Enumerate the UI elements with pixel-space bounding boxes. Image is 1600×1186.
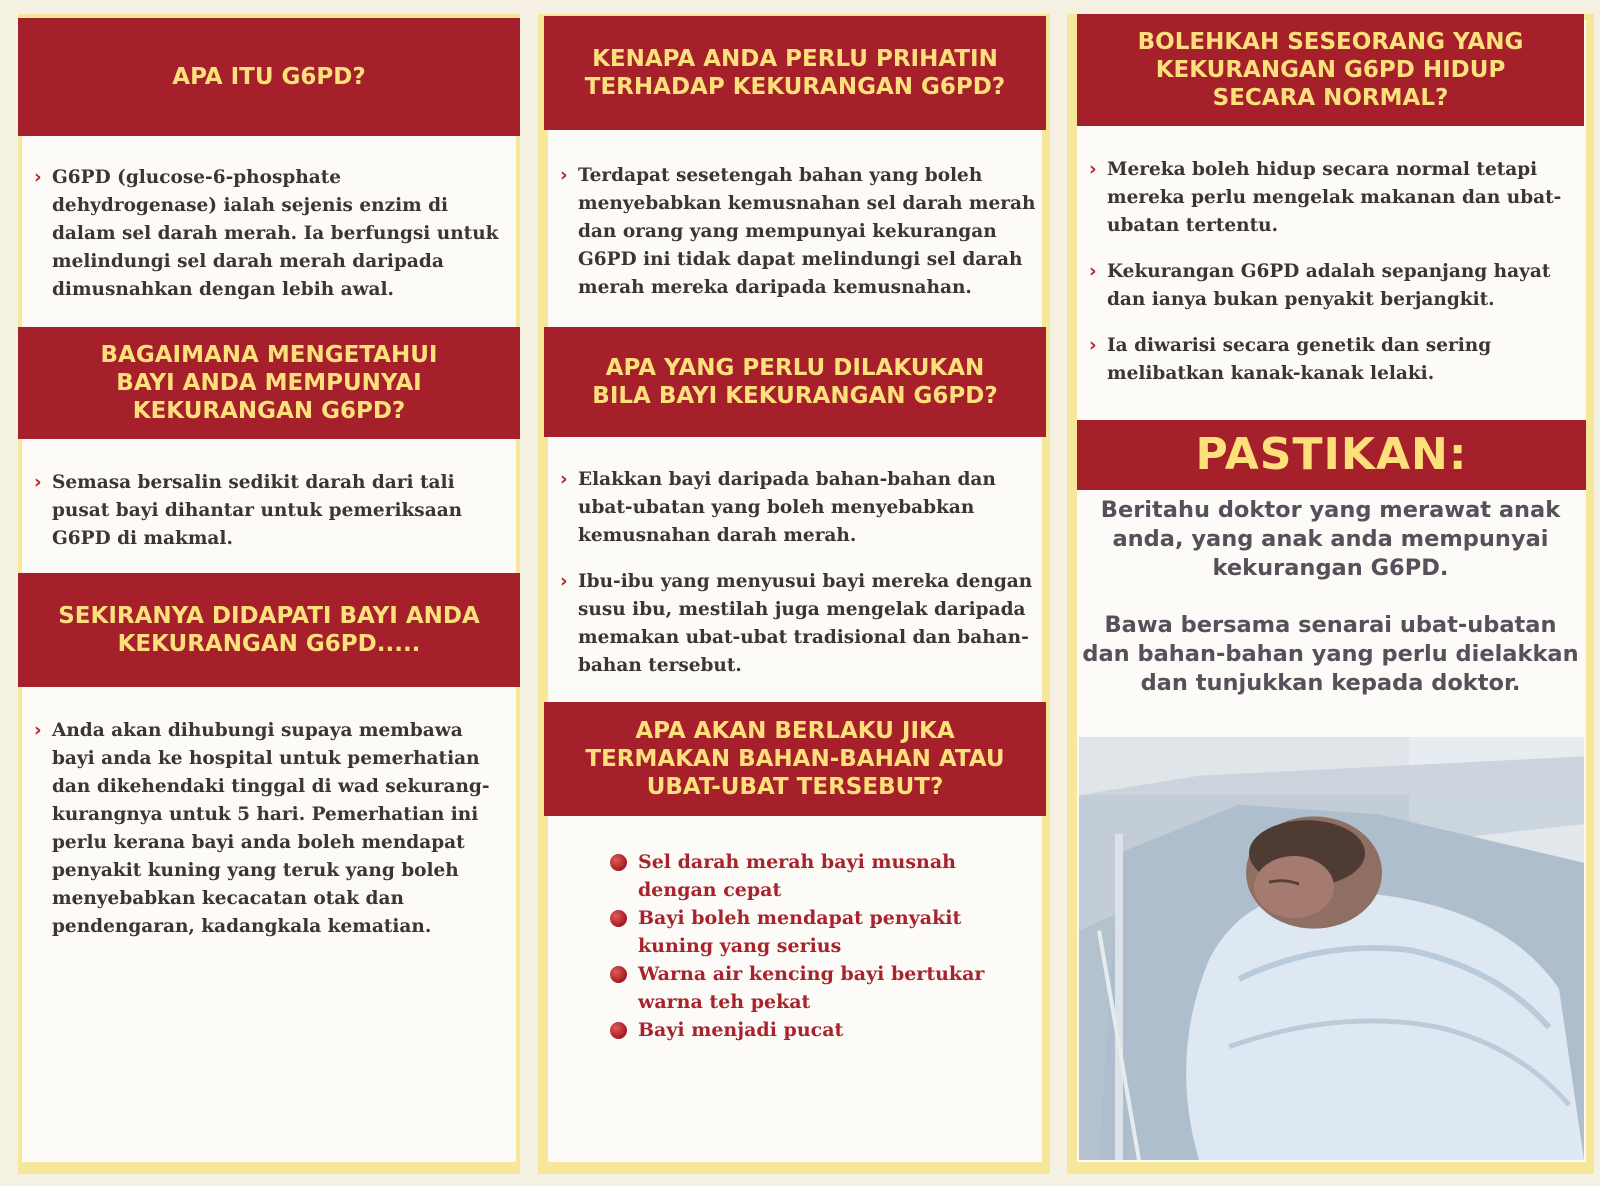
header-line: SECARA NORMAL? <box>1212 85 1449 112</box>
list-item-text: Elakkan bayi daripada bahan-bahan dan ubat-ubatan yang boleh menyebabkan kemusnahan darah merah. <box>578 469 996 546</box>
section-title-what-is-g6pd <box>18 18 520 136</box>
list-item-text: Terdapat sesetengah bahan yang boleh menyebabkan kemusnahan sel darah merah dan orang yang mempunyai kekurangan G6PD ini tidak dapat melindungi sel darah merah mereka daripada kemusnahan. <box>578 165 1036 298</box>
list-item <box>548 466 1036 550</box>
middle-panel <box>538 14 1050 1174</box>
header-line: BAYI ANDA MEMPUNYAI <box>116 369 422 396</box>
baby-illustration <box>1079 737 1584 1160</box>
section-body-what-is-g6pd <box>22 164 510 304</box>
list-item-text: Semasa bersalin sedikit darah dari tali pusat bayi dihantar untuk pemeriksaan G6PD di makmal. <box>52 472 463 549</box>
header-line: TERMAKAN BAHAN-BAHAN ATAU <box>585 745 1005 772</box>
left-panel <box>18 14 520 1174</box>
header-lines <box>585 717 1004 802</box>
header-lines <box>592 354 997 411</box>
section-body-live-normally <box>1077 156 1580 388</box>
list-item <box>1077 258 1580 314</box>
right-panel <box>1067 14 1594 1174</box>
list-item <box>610 904 1010 960</box>
section-title-live-normally <box>1077 14 1584 126</box>
list-item <box>22 164 510 304</box>
header-line: SEKIRANYA DIDAPATI BAYI ANDA <box>58 602 480 629</box>
header-lines <box>585 45 1005 102</box>
chevron-right-icon: › <box>1089 159 1097 180</box>
header-line: BOLEHKAH SESEORANG YANG <box>1137 28 1524 55</box>
chevron-right-icon: › <box>34 167 42 188</box>
list-item-text: Bayi boleh mendapat penyakit kuning yang serius <box>638 907 962 957</box>
section-body-what-happens <box>610 848 1010 1044</box>
header-line: KEKURANGAN G6PD..... <box>117 631 421 657</box>
sleeping-baby-photo <box>1079 737 1584 1160</box>
list-item-text: Kekurangan G6PD adalah sepanjang hayat dan ianya bukan penyakit berjangkit. <box>1107 261 1551 310</box>
header-lines <box>1196 428 1468 482</box>
list-item-text: Ia diwarisi secara genetik dan sering melibatkan kanak-kanak lelaki. <box>1107 335 1492 384</box>
pastikan-text-inform-doctor: Beritahu doktor yang merawat anak anda, yang anak anda mempunyai kekurangan G6PD. <box>1100 497 1561 581</box>
header-lines <box>1138 28 1524 113</box>
chevron-right-icon: › <box>560 571 568 592</box>
list-item <box>1077 332 1580 388</box>
header-line: APA YANG PERLU DILAKUKAN <box>605 354 985 381</box>
header-line: KEKURANGAN G6PD HIDUP <box>1155 56 1506 83</box>
chevron-right-icon: › <box>1089 261 1097 282</box>
chevron-right-icon: › <box>560 165 568 186</box>
list-item-text: Anda akan dihubungi supaya membawa bayi anda ke hospital untuk pemerhatian dan dikehendaki tinggal di wad sekurang-kurangnya untuk 5 hari. Pemerhatian ini perlu kerana bayi anda boleh mendapat penyakit kuning yang teruk yang boleh menyebabkan kecacatan otak dan pendengaran, kadangkala kematian. <box>52 720 490 937</box>
section-title-why-concern <box>544 16 1046 130</box>
list-item-text: Sel darah merah bayi musnah dengan cepat <box>638 851 956 901</box>
header-line: KEKURANGAN G6PD? <box>132 398 406 425</box>
header-line: BILA BAYI KEKURANGAN G6PD? <box>592 383 998 409</box>
list-item <box>610 960 1010 1016</box>
header-line: APA AKAN BERLAKU JIKA <box>635 717 955 744</box>
list-item <box>610 848 1010 904</box>
pastikan-title <box>1077 420 1586 490</box>
chevron-right-icon: › <box>34 720 42 741</box>
header-line: UBAT-UBAT TERSEBUT? <box>646 774 944 801</box>
section-body-how-to-know <box>22 469 510 553</box>
header-lines <box>101 341 438 426</box>
header-lines <box>172 63 365 91</box>
section-body-why-concern <box>548 162 1036 302</box>
list-item <box>22 717 510 941</box>
list-item <box>1077 156 1580 240</box>
header-line: PASTIKAN: <box>1195 428 1468 480</box>
header-line: TERHADAP KEKURANGAN G6PD? <box>584 74 1006 100</box>
pastikan-text-bring-list: Bawa bersama senarai ubat-ubatan dan bahan-bahan yang perlu dielakkan dan tunjukkan kepada doktor. <box>1082 612 1579 696</box>
list-item <box>610 1016 1010 1044</box>
section-body-if-deficient <box>22 717 510 941</box>
chevron-right-icon: › <box>34 472 42 493</box>
section-title-what-happens <box>544 702 1046 816</box>
list-item-text: Mereka boleh hidup secara normal tetapi mereka perlu mengelak makanan dan ubat-ubatan tertentu. <box>1107 159 1562 236</box>
header-line: APA ITU G6PD? <box>172 63 366 90</box>
list-item <box>22 469 510 553</box>
section-title-how-to-know <box>18 327 520 439</box>
bullet-dot-icon <box>610 966 627 983</box>
section-body-what-to-do <box>548 466 1036 680</box>
bullet-dot-icon <box>610 910 627 927</box>
header-lines <box>58 602 480 659</box>
list-item <box>548 568 1036 680</box>
list-item-text: Ibu-ibu yang menyusui bayi mereka dengan susu ibu, mestilah juga mengelak daripada memakan ubat-ubat tradisional dan bahan-bahan tersebut. <box>578 571 1033 676</box>
chevron-right-icon: › <box>1089 335 1097 356</box>
list-item <box>548 162 1036 302</box>
bullet-dot-icon <box>610 854 627 871</box>
header-line: BAGAIMANA MENGETAHUI <box>100 341 438 368</box>
section-title-what-to-do <box>544 327 1046 437</box>
chevron-right-icon: › <box>560 469 568 490</box>
list-item-text: Warna air kencing bayi bertukar warna teh pekat <box>638 963 985 1013</box>
header-line: KENAPA ANDA PERLU PRIHATIN <box>592 45 998 72</box>
bullet-dot-icon <box>610 1022 627 1039</box>
section-title-if-deficient <box>18 573 520 687</box>
list-item-text: G6PD (glucose-6-phosphate dehydrogenase) ialah sejenis enzim di dalam sel darah merah. Ia berfungsi untuk melindungi sel darah merah daripada dimusnahkan dengan lebih awal. <box>52 167 499 300</box>
list-item-text: Bayi menjadi pucat <box>638 1019 844 1041</box>
